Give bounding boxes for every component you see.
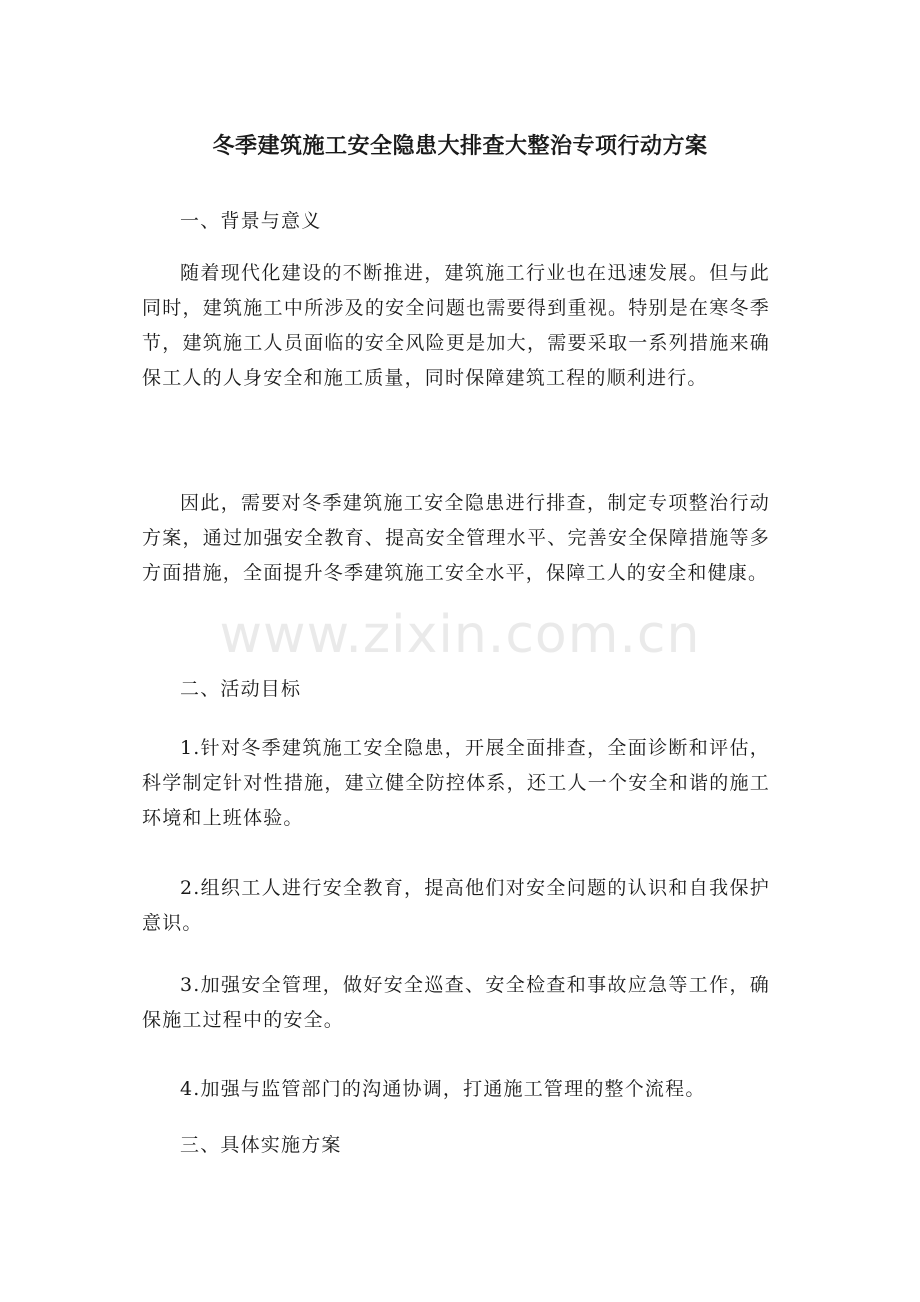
watermark-text: www.zixin.com.cn <box>219 605 701 665</box>
paragraph-background-1: 随着现代化建设的不断推进，建筑施工行业也在迅速发展。但与此同时，建筑施工中所涉及的安全问题也需要得到重视。特别是在寒冬季节，建筑施工人员面临的安全风险更是加大，需要采取一系列措施来确保工人的人身安全和施工质量，同时保障建筑工程的顺利进行。 <box>142 262 770 389</box>
paragraph-background-2: 因此，需要对冬季建筑施工安全隐患进行排查，制定专项整治行动方案，通过加强安全教育、提高安全管理水平、完善安全保障措施等多方面措施，全面提升冬季建筑施工安全水平，保障工人的安全和健康。 <box>142 492 770 584</box>
paragraph-goal-1: 1.针对冬季建筑施工安全隐患，开展全面排查，全面诊断和评估，科学制定针对性措施，建立健全防控体系，还工人一个安全和谐的施工环境和上班体验。 <box>142 737 770 829</box>
section-heading-background: 一、背景与意义 <box>180 210 322 232</box>
section-heading-implementation: 三、具体实施方案 <box>180 1134 342 1156</box>
paragraph-goal-2: 2.组织工人进行安全教育，提高他们对安全问题的认识和自我保护意识。 <box>142 877 770 934</box>
document-title: 冬季建筑施工安全隐患大排查大整治专项行动方案 <box>212 134 708 159</box>
section-heading-goals: 二、活动目标 <box>180 678 302 700</box>
paragraph-goal-3: 3.加强安全管理，做好安全巡查、安全检查和事故应急等工作，确保施工过程中的安全。 <box>142 974 770 1031</box>
paragraph-goal-4: 4.加强与监管部门的沟通协调，打通施工管理的整个流程。 <box>180 1078 706 1100</box>
